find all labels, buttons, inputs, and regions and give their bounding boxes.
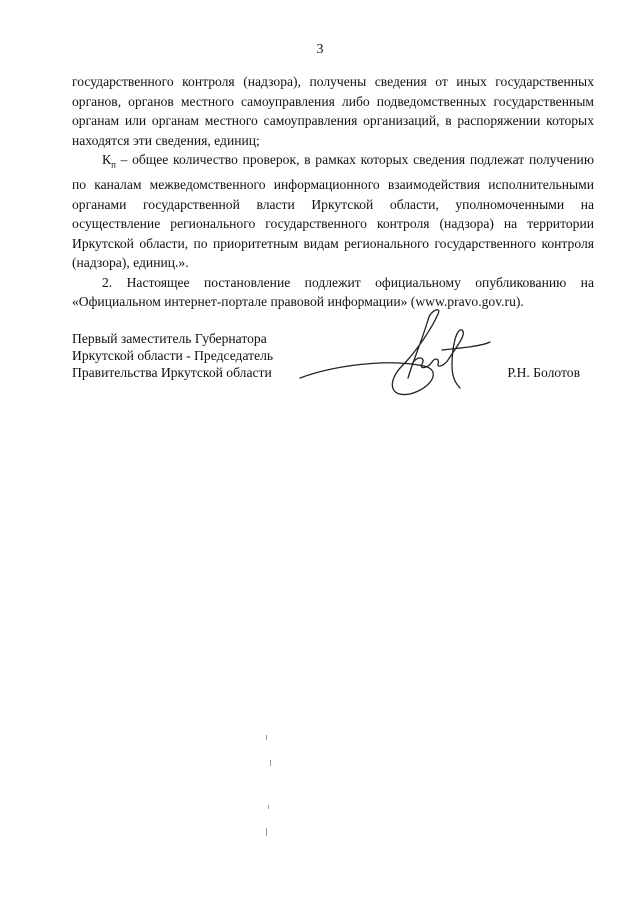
paragraph-continuation: государственного контроля (надзора), получены сведения от иных государственных органов, органов местного самоуправления либо подведомственных государственным органам или органам местного самоуправления организаций, в распоряжении которых находятся эти сведения, единиц;: [72, 74, 594, 148]
signer-title-line-1: Первый заместитель Губернатора: [72, 331, 267, 346]
signer-name: Р.Н. Болотов: [507, 365, 580, 380]
paragraph-definition: [72, 150, 594, 273]
scan-speck: [266, 828, 267, 836]
symbol-k-subscript: п: [111, 159, 116, 170]
symbol-k: К: [102, 152, 112, 167]
scan-speck: [268, 805, 269, 809]
document-body: [72, 72, 594, 312]
paragraph-publication: 2. Настоящее постановление подлежит официальному опубликованию на «Официальном интернет-портале правовой информации» (www.pravo.gov.ru).: [72, 274, 594, 310]
scan-speck: [266, 735, 267, 740]
signer-title-line-3: Правительства Иркутской области: [72, 365, 272, 380]
page-number: 3: [316, 42, 324, 57]
signer-title-line-2: Иркутской области - Председатель: [72, 348, 274, 363]
scan-speck: [270, 760, 271, 766]
handwritten-signature: [292, 308, 492, 400]
definition-text: – общее количество проверок, в рамках которых сведения подлежат получению по каналам межведомственного информационного взаимодействия исполнительными органами государственной власти Иркутской области, уполномоченными на осуществление регионального государственного контроля (надзора) на территории Иркутской области, по приоритетным видам регионального государственного контроля (надзора), единиц.».: [72, 152, 594, 271]
signature-block: [72, 330, 594, 410]
